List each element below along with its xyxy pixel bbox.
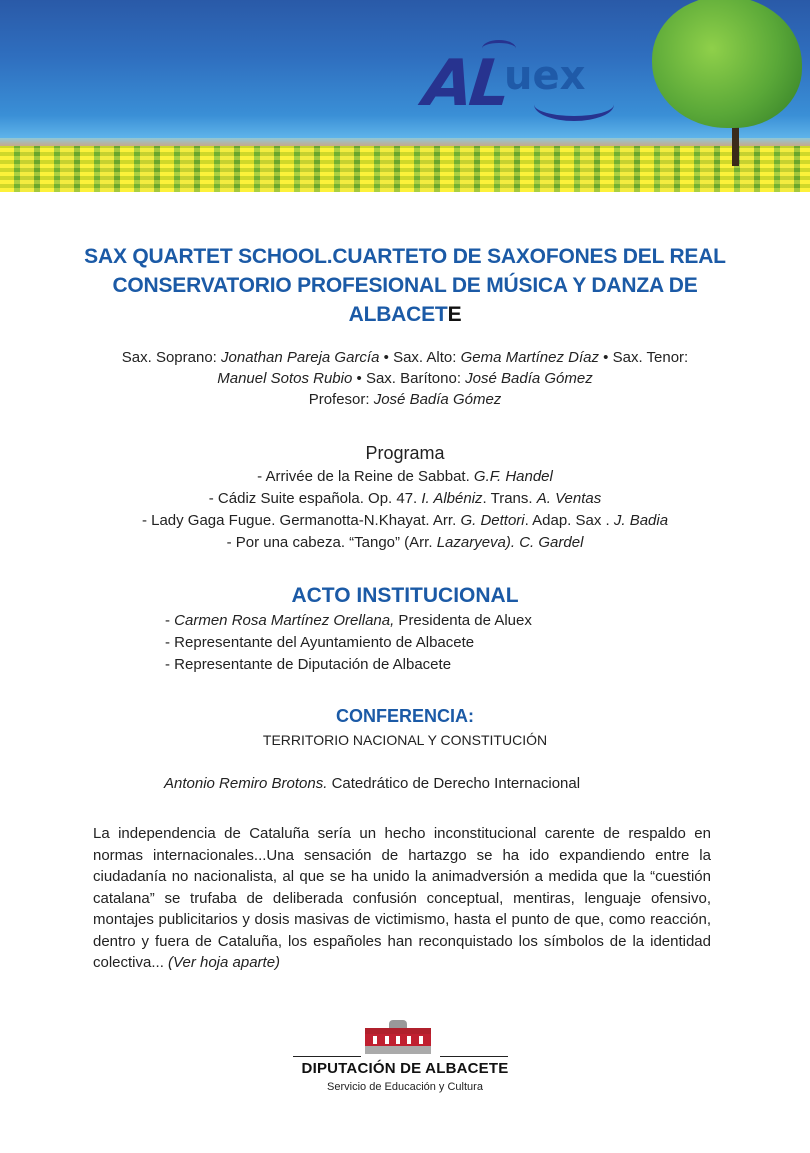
emblem-window — [385, 1036, 389, 1044]
acto-item — [165, 654, 665, 676]
building-emblem-icon — [365, 1020, 431, 1056]
item-text: Presidenta de Aluex — [394, 612, 532, 629]
tree-icon — [652, 0, 810, 170]
divider-right — [440, 1056, 508, 1057]
item-dash: - — [165, 612, 175, 629]
item-text: Representante de Diputación de Albacete — [174, 656, 452, 673]
separator-dot: • — [383, 349, 389, 366]
footer-logo — [290, 1018, 520, 1098]
item-text: . Adap. Sax . — [524, 512, 614, 529]
item-text: . Trans. — [482, 490, 537, 507]
conferencia-heading: CONFERENCIA: — [336, 706, 474, 726]
member-name: Manuel Sotos Rubio — [217, 370, 353, 387]
item-text: - Cádiz Suite española. Op. 47. — [208, 490, 422, 507]
emblem-window — [396, 1036, 400, 1044]
emblem-base — [365, 1046, 431, 1054]
item-dash: - — [165, 656, 175, 673]
separator-dot: • — [603, 349, 609, 366]
programa-item — [100, 488, 710, 510]
member-role: Sax. Tenor: — [612, 349, 689, 366]
logo-uex: uex — [504, 53, 586, 99]
acto-list — [165, 610, 665, 676]
acto-item — [165, 632, 665, 654]
member-name: Gema Martínez Díaz — [460, 349, 599, 366]
member-role: Sax. Barítono: — [365, 370, 461, 387]
programa-item — [100, 466, 710, 488]
speaker-line — [164, 775, 724, 792]
item-arranger: J. Badia — [613, 512, 669, 529]
item-composer: G. Dettori — [460, 512, 525, 529]
member-name: José Badía Gómez — [465, 370, 593, 387]
quartet-members — [90, 347, 720, 410]
emblem-window — [419, 1036, 423, 1044]
aluex-logo — [420, 40, 644, 130]
item-dash: - — [165, 634, 175, 651]
title-last-letter: E — [447, 303, 462, 326]
abstract-paragraph — [93, 823, 711, 974]
abstract-see-more: (Ver hoja aparte) — [168, 954, 281, 971]
item-composer: G.F. Handel — [473, 468, 553, 485]
programa-item — [100, 510, 710, 532]
item-text: - Por una cabeza. “Tango” (Arr. — [226, 534, 437, 551]
programa-heading: Programa — [365, 443, 445, 463]
page-title — [80, 242, 730, 329]
programa-list — [100, 466, 710, 554]
item-text: Representante del Ayuntamiento de Albacete — [174, 634, 475, 651]
tree-crown — [652, 0, 802, 128]
conferencia-subtitle: TERRITORIO NACIONAL Y CONSTITUCIÓN — [262, 732, 548, 748]
teacher-name: José Badía Gómez — [373, 391, 502, 408]
member-name: Jonathan Pareja García — [221, 349, 380, 366]
acto-item — [165, 610, 665, 632]
separator-dot: • — [356, 370, 362, 387]
speaker-title: Catedrático de Derecho Internacional — [327, 775, 581, 792]
title-main: SAX QUARTET SCHOOL.CUARTETO DE SAXOFONES DEL REAL CONSERVATORIO PROFESIONAL DE MÚSICA Y DANZA DE ALBACET — [84, 245, 726, 326]
member-role: Sax. Soprano: — [121, 349, 217, 366]
abstract-text: La independencia de Cataluña sería un hecho inconstitucional carente de respaldo en normas internacionales...Una sensación de hartazgo se ha ido expandiendo entre la ciudadanía no nacionalista, al que se ha unido la animadversión a medida que la “cuestión catalana” se trufaba de deliberada confusión conceptual, mentiras, lenguaje ofensivo, montajes publicitarios y dosis masivas de victimismo, hasta el punto de que, como reacción, dentro y fuera de Cataluña, los españoles han reconquistado los símbolos de la identidad colectiva... — [93, 825, 711, 971]
item-composer: Lazaryeva). C. Gardel — [436, 534, 584, 551]
footer-institution: DIPUTACIÓN DE ALBACETE — [301, 1060, 509, 1077]
item-text: - Lady Gaga Fugue. Germanotta-N.Khayat. Arr. — [141, 512, 461, 529]
acto-heading: ACTO INSTITUCIONAL — [291, 584, 519, 607]
emblem-window — [373, 1036, 377, 1044]
teacher-role: Profesor: — [308, 391, 370, 408]
speaker-name: Antonio Remiro Brotons. — [164, 775, 328, 792]
item-arranger: A. Ventas — [536, 490, 602, 507]
item-composer: I. Albéniz — [421, 490, 483, 507]
divider-left — [293, 1056, 361, 1057]
item-text: - Arrivée de la Reine de Sabbat. — [257, 468, 474, 485]
item-person: Carmen Rosa Martínez Orellana, — [174, 612, 395, 629]
logo-al: AL — [420, 47, 511, 121]
programa-item — [100, 532, 710, 554]
footer-department: Servicio de Educación y Cultura — [327, 1081, 483, 1093]
logo-smile-arc — [534, 88, 614, 121]
emblem-window — [407, 1036, 411, 1044]
header-banner — [0, 0, 810, 192]
member-role: Sax. Alto: — [393, 349, 457, 366]
